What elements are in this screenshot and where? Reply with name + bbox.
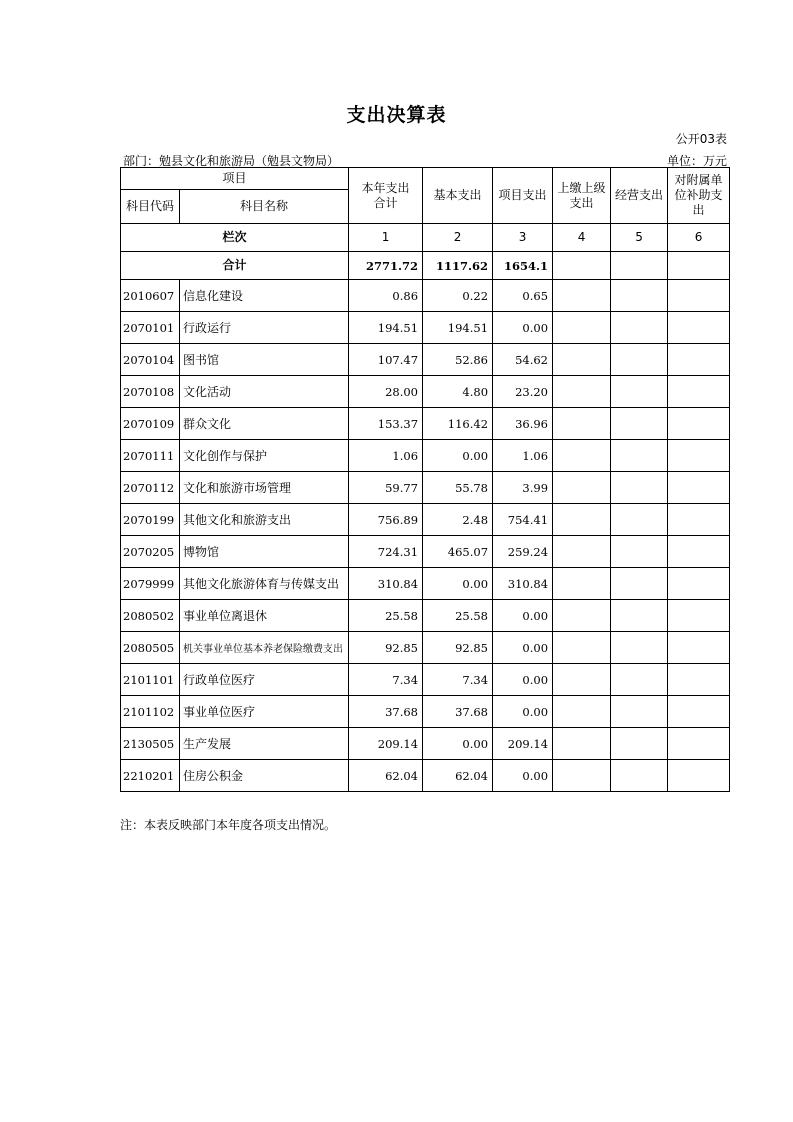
total-project: 1654.1 (493, 252, 553, 280)
row-code: 2079999 (121, 568, 180, 600)
table-row (121, 664, 730, 696)
row-total: 92.85 (349, 632, 423, 664)
row-superior (553, 568, 611, 600)
header-code: 科目代码 (121, 190, 180, 224)
department-label: 部门：勉县文化和旅游局（勉县文物局） (123, 154, 340, 168)
row-total: 28.00 (349, 376, 423, 408)
header-project-expenditure: 项目支出 (493, 168, 553, 224)
row-project: 310.84 (493, 568, 553, 600)
lanci-label: 栏次 (121, 224, 349, 252)
row-project: 209.14 (493, 728, 553, 760)
row-total: 0.86 (349, 280, 423, 312)
row-business (611, 760, 668, 792)
row-superior (553, 664, 611, 696)
row-code: 2070108 (121, 376, 180, 408)
row-total: 724.31 (349, 536, 423, 568)
total-sum: 2771.72 (349, 252, 423, 280)
row-project: 0.00 (493, 632, 553, 664)
table-row (121, 312, 730, 344)
row-business (611, 280, 668, 312)
header-subsidiary: 对附属单位补助支出 (668, 168, 730, 224)
row-subsidiary (668, 728, 730, 760)
row-total: 25.58 (349, 600, 423, 632)
total-label: 合计 (121, 252, 349, 280)
row-basic: 116.42 (423, 408, 493, 440)
table-row (121, 568, 730, 600)
row-name: 住房公积金 (180, 760, 349, 792)
row-code: 2080502 (121, 600, 180, 632)
row-subsidiary (668, 632, 730, 664)
row-name: 事业单位医疗 (180, 696, 349, 728)
row-subsidiary (668, 696, 730, 728)
row-subsidiary (668, 280, 730, 312)
table-row (121, 472, 730, 504)
table-row (121, 504, 730, 536)
total-business (611, 252, 668, 280)
row-subsidiary (668, 376, 730, 408)
row-superior (553, 760, 611, 792)
row-total: 62.04 (349, 760, 423, 792)
row-code: 2101102 (121, 696, 180, 728)
lanci-col-3: 3 (493, 224, 553, 252)
row-superior (553, 440, 611, 472)
lanci-col-1: 1 (349, 224, 423, 252)
row-total: 59.77 (349, 472, 423, 504)
row-code: 2130505 (121, 728, 180, 760)
row-subsidiary (668, 344, 730, 376)
table-row (121, 536, 730, 568)
row-code: 2070101 (121, 312, 180, 344)
row-project: 0.65 (493, 280, 553, 312)
row-superior (553, 344, 611, 376)
row-superior (553, 472, 611, 504)
row-subsidiary (668, 536, 730, 568)
row-basic: 62.04 (423, 760, 493, 792)
row-code: 2070104 (121, 344, 180, 376)
row-total: 209.14 (349, 728, 423, 760)
row-superior (553, 376, 611, 408)
row-project: 3.99 (493, 472, 553, 504)
row-superior (553, 312, 611, 344)
row-basic: 0.00 (423, 440, 493, 472)
row-superior (553, 632, 611, 664)
row-superior (553, 696, 611, 728)
row-basic: 194.51 (423, 312, 493, 344)
row-business (611, 696, 668, 728)
row-superior (553, 536, 611, 568)
row-total: 7.34 (349, 664, 423, 696)
table-row (121, 408, 730, 440)
lanci-col-2: 2 (423, 224, 493, 252)
row-project: 54.62 (493, 344, 553, 376)
row-total: 37.68 (349, 696, 423, 728)
total-basic: 1117.62 (423, 252, 493, 280)
row-basic: 0.22 (423, 280, 493, 312)
row-code: 2210201 (121, 760, 180, 792)
row-name: 其他文化旅游体育与传媒支出 (180, 568, 349, 600)
table-row (121, 696, 730, 728)
row-basic: 25.58 (423, 600, 493, 632)
row-total: 107.47 (349, 344, 423, 376)
lanci-col-6: 6 (668, 224, 730, 252)
expenditure-table (120, 167, 730, 792)
lanci-col-4: 4 (553, 224, 611, 252)
row-basic: 55.78 (423, 472, 493, 504)
row-basic: 37.68 (423, 696, 493, 728)
row-superior (553, 504, 611, 536)
header-project: 项目 (121, 168, 349, 190)
row-name: 文化活动 (180, 376, 349, 408)
row-basic: 4.80 (423, 376, 493, 408)
table-row (121, 760, 730, 792)
row-name: 文化创作与保护 (180, 440, 349, 472)
table-row (121, 600, 730, 632)
table-row (121, 376, 730, 408)
row-code: 2080505 (121, 632, 180, 664)
row-name: 文化和旅游市场管理 (180, 472, 349, 504)
row-business (611, 408, 668, 440)
table-row (121, 440, 730, 472)
row-business (611, 664, 668, 696)
row-total: 756.89 (349, 504, 423, 536)
row-subsidiary (668, 440, 730, 472)
row-code: 2070109 (121, 408, 180, 440)
row-project: 754.41 (493, 504, 553, 536)
row-project: 0.00 (493, 600, 553, 632)
row-business (611, 344, 668, 376)
row-code: 2070111 (121, 440, 180, 472)
row-name: 信息化建设 (180, 280, 349, 312)
row-project: 0.00 (493, 664, 553, 696)
row-project: 0.00 (493, 696, 553, 728)
row-business (611, 440, 668, 472)
row-total: 194.51 (349, 312, 423, 344)
row-business (611, 632, 668, 664)
row-superior (553, 728, 611, 760)
row-name: 机关事业单位基本养老保险缴费支出 (180, 632, 349, 664)
row-total: 153.37 (349, 408, 423, 440)
row-code: 2010607 (121, 280, 180, 312)
row-basic: 2.48 (423, 504, 493, 536)
header-superior: 上缴上级支出 (553, 168, 611, 224)
row-name: 生产发展 (180, 728, 349, 760)
header-name: 科目名称 (180, 190, 349, 224)
row-subsidiary (668, 472, 730, 504)
row-basic: 92.85 (423, 632, 493, 664)
header-basic: 基本支出 (423, 168, 493, 224)
form-number: 公开03表 (675, 132, 727, 146)
table-row (121, 632, 730, 664)
row-business (611, 568, 668, 600)
row-subsidiary (668, 312, 730, 344)
row-superior (553, 408, 611, 440)
row-business (611, 536, 668, 568)
row-project: 36.96 (493, 408, 553, 440)
footnote: 注：本表反映部门本年度各项支出情况。 (120, 818, 337, 832)
row-name: 行政单位医疗 (180, 664, 349, 696)
row-code: 2070112 (121, 472, 180, 504)
row-subsidiary (668, 760, 730, 792)
row-code: 2101101 (121, 664, 180, 696)
row-name: 其他文化和旅游支出 (180, 504, 349, 536)
total-subsidiary (668, 252, 730, 280)
row-basic: 0.00 (423, 568, 493, 600)
row-subsidiary (668, 600, 730, 632)
row-total: 310.84 (349, 568, 423, 600)
row-project: 259.24 (493, 536, 553, 568)
row-subsidiary (668, 408, 730, 440)
row-name: 事业单位离退休 (180, 600, 349, 632)
row-superior (553, 600, 611, 632)
header-total: 本年支出合计 (349, 168, 423, 224)
row-project: 23.20 (493, 376, 553, 408)
row-project: 0.00 (493, 312, 553, 344)
row-business (611, 600, 668, 632)
row-project: 1.06 (493, 440, 553, 472)
row-business (611, 472, 668, 504)
row-name: 博物馆 (180, 536, 349, 568)
row-business (611, 728, 668, 760)
row-superior (553, 280, 611, 312)
row-business (611, 312, 668, 344)
row-business (611, 504, 668, 536)
page-title: 支出决算表 (346, 104, 447, 126)
row-total: 1.06 (349, 440, 423, 472)
lanci-col-5: 5 (611, 224, 668, 252)
row-code: 2070205 (121, 536, 180, 568)
row-basic: 52.86 (423, 344, 493, 376)
row-name: 群众文化 (180, 408, 349, 440)
total-superior (553, 252, 611, 280)
row-basic: 7.34 (423, 664, 493, 696)
table-row (121, 728, 730, 760)
row-basic: 0.00 (423, 728, 493, 760)
row-name: 行政运行 (180, 312, 349, 344)
header-business: 经营支出 (611, 168, 668, 224)
row-project: 0.00 (493, 760, 553, 792)
row-subsidiary (668, 504, 730, 536)
table-row (121, 344, 730, 376)
row-business (611, 376, 668, 408)
unit-label: 单位：万元 (666, 154, 727, 168)
table-row (121, 280, 730, 312)
row-basic: 465.07 (423, 536, 493, 568)
row-name: 图书馆 (180, 344, 349, 376)
row-subsidiary (668, 664, 730, 696)
row-subsidiary (668, 568, 730, 600)
row-code: 2070199 (121, 504, 180, 536)
